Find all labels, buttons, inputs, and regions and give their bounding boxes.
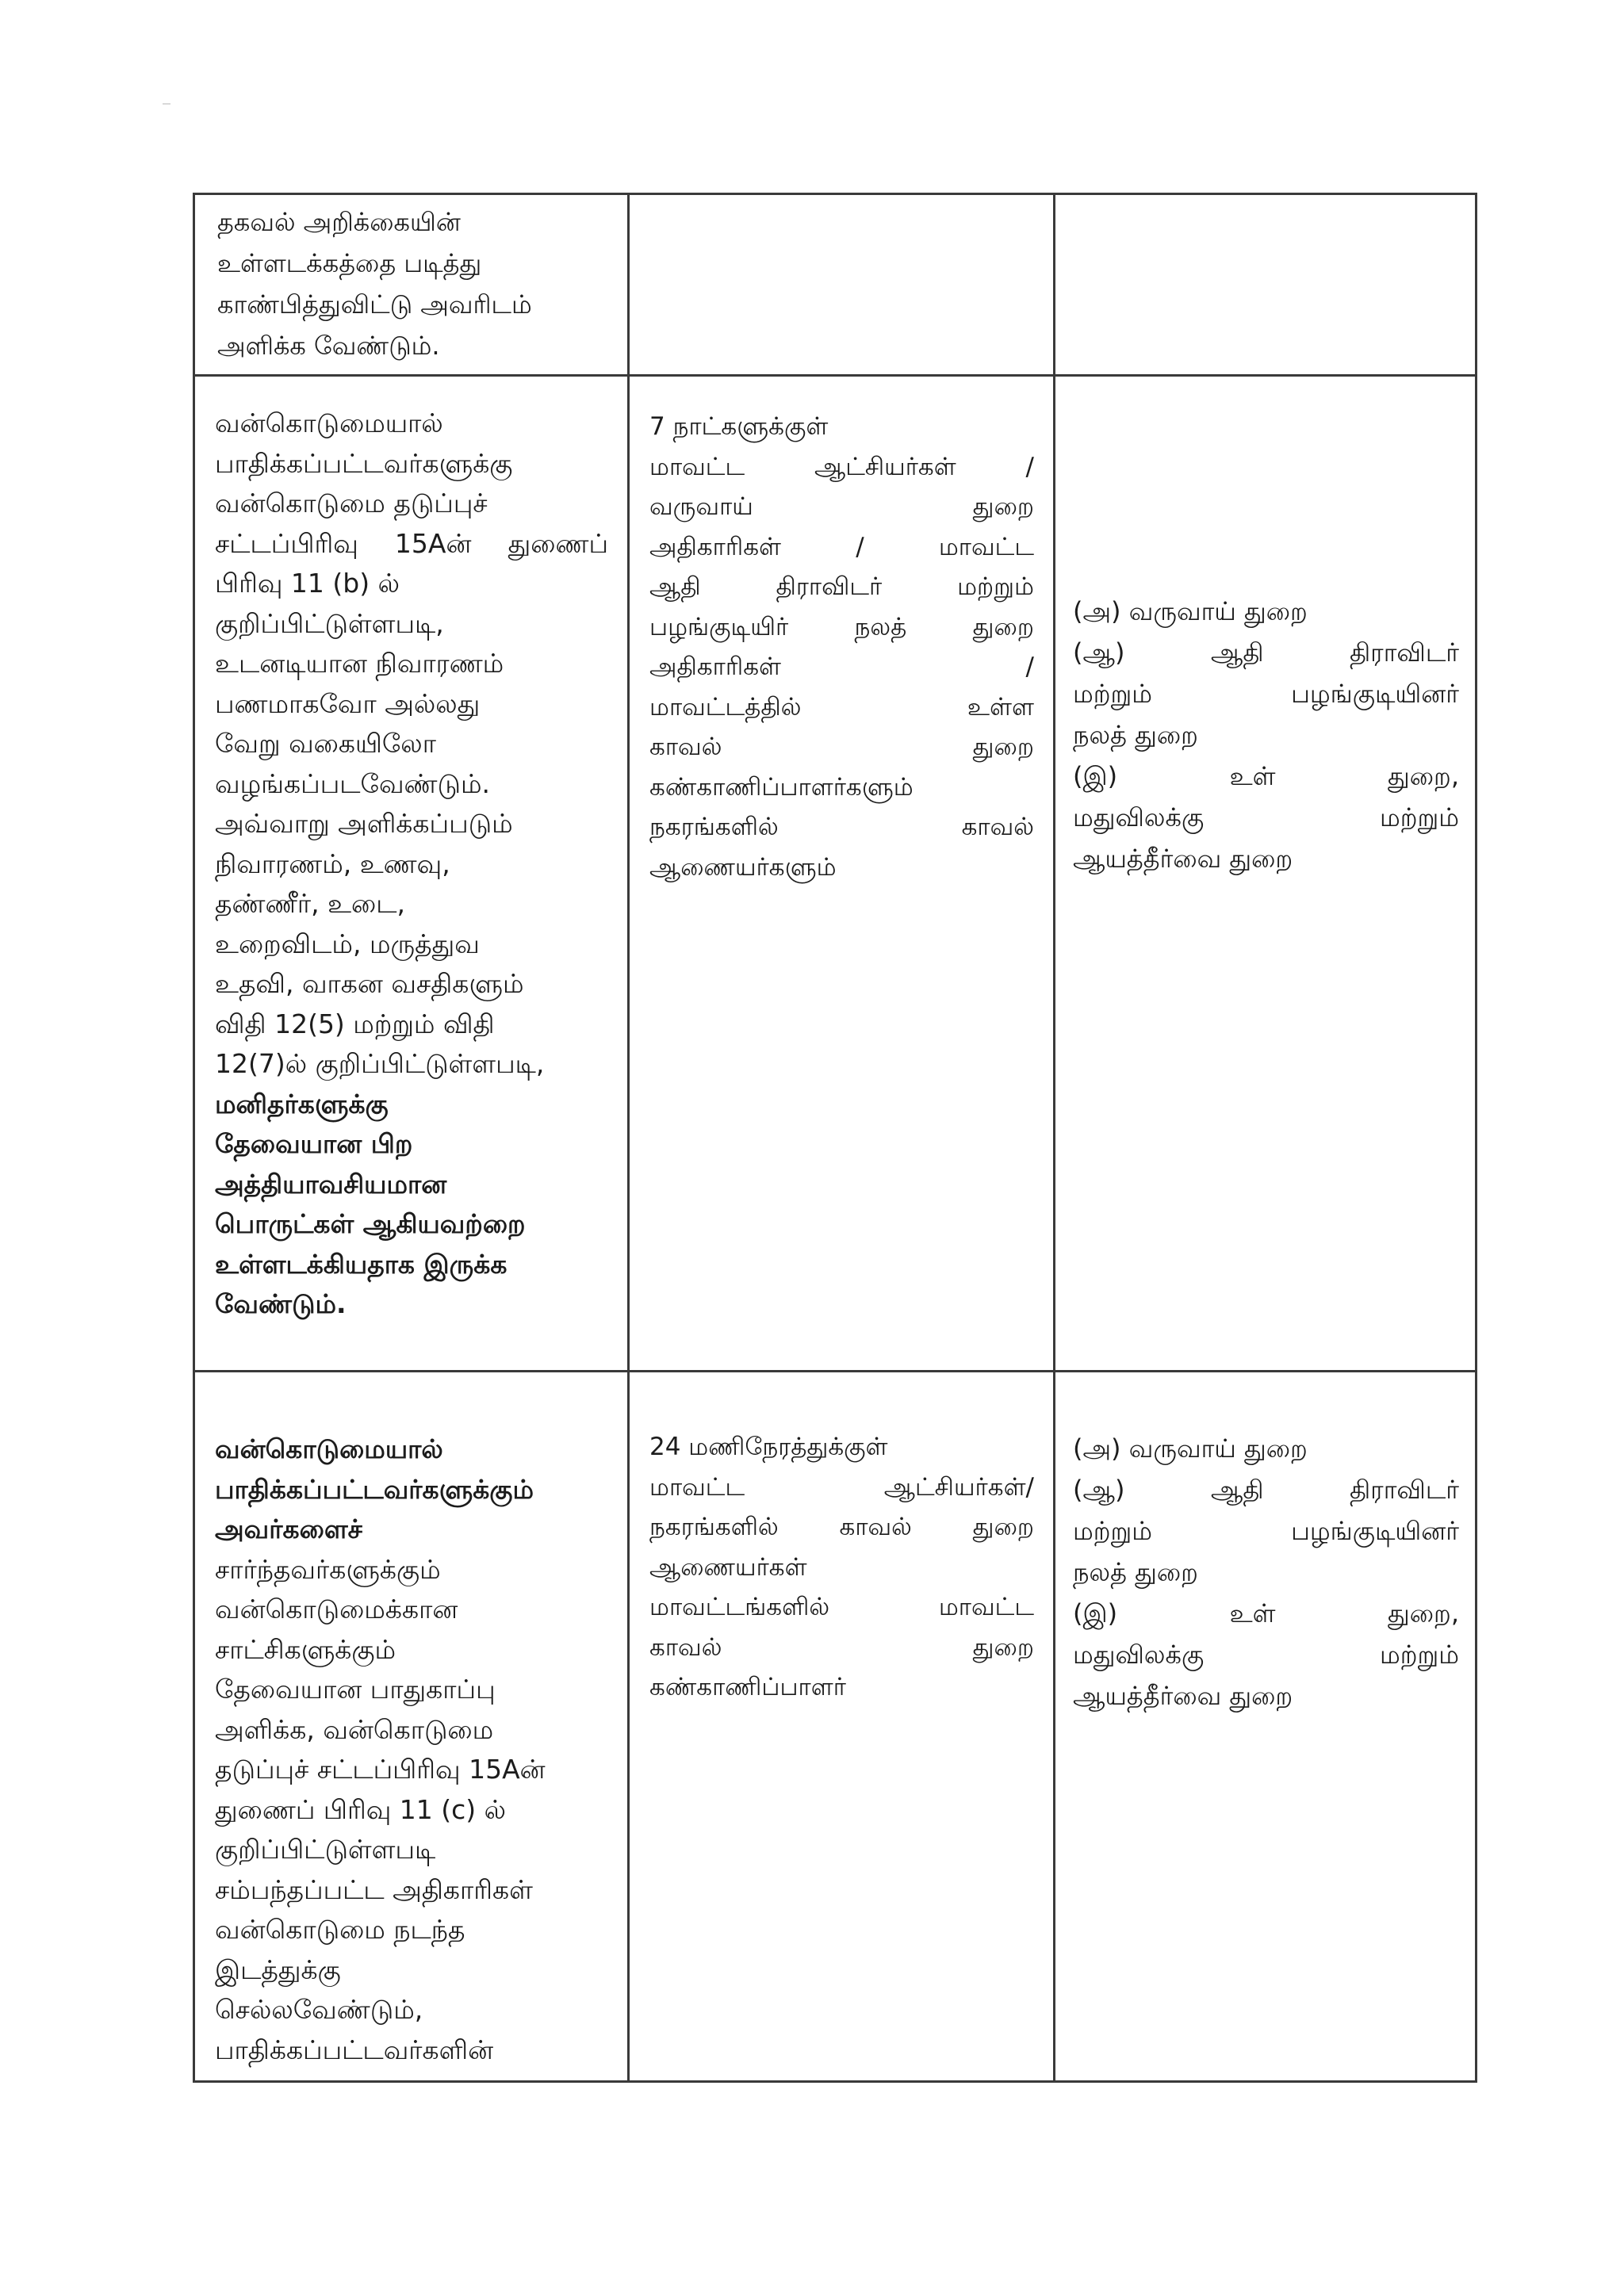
cell-line: (அ) வருவாய் துறை (1073, 596, 1308, 626)
cell-line: அதிகாரிகள் / (649, 652, 1034, 681)
cell-line: பிரிவு 11 (b) ல் (215, 568, 400, 599)
cell-line: சாட்சிகளுக்கும் (215, 1633, 396, 1665)
cell-line: அவ்வாறு அளிக்கப்படும் (215, 808, 513, 839)
cell-line: இடத்துக்கு (215, 1954, 341, 1985)
table-cell-obligation (194, 1372, 629, 2082)
obligations-table (193, 193, 1477, 2083)
cell-line: தேவையான பாதுகாப்பு (215, 1674, 496, 1705)
cell-line: கண்காணிப்பாளர்களும் (649, 772, 914, 802)
cell-line: ஆணையர்கள் (649, 1552, 807, 1582)
cell-line: வன்கொடுமை நடந்த (215, 1914, 465, 1945)
cell-line: மாவட்ட ஆட்சியர்கள் / (649, 452, 1034, 481)
cell-line: ஆணையர்களும் (649, 852, 837, 882)
cell-line: பணமாகவோ அல்லது (215, 687, 481, 719)
cell-line: உறைவிடம், மருத்துவ (215, 928, 480, 959)
cell-text (195, 195, 627, 366)
table-cell-obligation (194, 376, 629, 1372)
cell-text (630, 377, 1053, 887)
cell-line: தண்ணீர், உடை, (215, 888, 406, 919)
cell-line: உதவி, வாகன வசதிகளும் (215, 968, 524, 999)
cell-line: வேறு வகையிலோ (215, 728, 436, 759)
cell-line: வன்கொடுமையால் (215, 408, 443, 438)
cell-line: காவல் துறை (649, 733, 1034, 761)
cell-line: பொருட்கள் ஆகியவற்றை (215, 1208, 526, 1239)
table-row (194, 194, 1477, 376)
cell-line: மாவட்ட ஆட்சியர்கள்/ (649, 1472, 1034, 1502)
cell-line: பழங்குடியிர் நலத் துறை (649, 612, 1034, 641)
table-cell-timeline (629, 376, 1055, 1372)
cell-line: நிவாரணம், உணவு, (215, 848, 450, 879)
cell-line: கண்காணிப்பாளர் (649, 1673, 846, 1701)
table-cell-timeline (629, 194, 1055, 376)
cell-line: நலத் துறை (1073, 720, 1198, 750)
cell-line: மதுவிலக்கு மற்றும் (1073, 1640, 1459, 1670)
cell-line: காண்பித்துவிட்டு அவரிடம் (217, 289, 532, 320)
cell-text (195, 1372, 627, 2070)
cell-line: ஆதி திராவிடர் மற்றும் (649, 572, 1034, 601)
cell-line: செல்லவேண்டும், (215, 1994, 423, 2025)
cell-line: (இ) உள் துறை, (1073, 761, 1459, 791)
cell-line: குறிப்பிட்டுள்ளபடி, (215, 607, 444, 639)
cell-line: தேவையான பிற (215, 1128, 413, 1159)
table-cell-timeline (629, 1372, 1055, 2082)
cell-line: மாவட்டத்தில் உள்ள (649, 692, 1034, 721)
cell-line: நகரங்களில் காவல் துறை (649, 1513, 1034, 1541)
cell-line: நகரங்களில் காவல் (649, 813, 1034, 841)
cell-line: 24 மணிநேரத்துக்குள் (649, 1433, 888, 1461)
cell-line: மாவட்டங்களில் மாவட்ட (649, 1593, 1034, 1621)
cell-text (1055, 377, 1475, 879)
cell-line: (ஆ) ஆதி திராவிடர் (1073, 1475, 1459, 1505)
table-cell-obligation (194, 194, 629, 376)
cell-line: சம்பந்தப்பட்ட அதிகாரிகள் (215, 1873, 533, 1905)
cell-line: பாதிக்கப்பட்டவர்களுக்கும் (215, 1473, 534, 1505)
cell-line: அவர்களைச் (215, 1513, 362, 1544)
cell-line: பாதிக்கப்பட்டவர்களின் (215, 2034, 494, 2065)
cell-line: அளிக்க வேண்டும். (217, 331, 440, 361)
cell-line: தடுப்புச் சட்டப்பிரிவு 15Aன் (215, 1754, 546, 1785)
cell-line: வன்கொடுமையால் (215, 1433, 443, 1464)
cell-line: சட்டப்பிரிவு 15Aன் துணைப் (215, 527, 608, 559)
table-cell-department (1055, 194, 1477, 376)
table-row (194, 1372, 1477, 2082)
cell-line: அதிகாரிகள் / மாவட்ட (649, 532, 1034, 561)
cell-line: சார்ந்தவர்களுக்கும் (215, 1553, 441, 1585)
cell-line: வழங்கப்படவேண்டும். (215, 767, 491, 799)
cell-line: (ஆ) ஆதி திராவிடர் (1073, 637, 1459, 668)
scan-mark (163, 103, 170, 105)
cell-line: துணைப் பிரிவு 11 (c) ல் (215, 1793, 507, 1825)
cell-line: குறிப்பிட்டுள்ளபடி (215, 1834, 436, 1865)
cell-line: தகவல் அறிக்கையின் (217, 207, 461, 237)
cell-line: வன்கொடுமைக்கான (215, 1594, 458, 1624)
cell-line: நலத் துறை (1073, 1557, 1198, 1587)
cell-line: அளிக்க, வன்கொடுமை (215, 1713, 494, 1745)
cell-line: அத்தியாவசியமான (215, 1168, 447, 1200)
cell-line: மற்றும் பழங்குடியினர் (1073, 679, 1459, 709)
cell-line: 7 நாட்களுக்குள் (649, 412, 829, 441)
cell-line: விதி 12(5) மற்றும் விதி (215, 1008, 495, 1039)
cell-line: ஆயத்தீர்வை துறை (1073, 844, 1293, 874)
cell-text (630, 1372, 1053, 1710)
cell-line: காவல் துறை (649, 1632, 1034, 1662)
cell-line: பாதிக்கப்பட்டவர்களுக்கு (215, 447, 513, 479)
cell-line: (இ) உள் துறை, (1073, 1598, 1459, 1628)
cell-line: 12(7)ல் குறிப்பிட்டுள்ளபடி, (215, 1048, 545, 1079)
cell-line: வருவாய் துறை (649, 492, 1034, 521)
cell-line: ஆயத்தீர்வை துறை (1073, 1681, 1293, 1711)
table-row (194, 376, 1477, 1372)
cell-line: மதுவிலக்கு மற்றும் (1073, 802, 1459, 832)
cell-line: உள்ளடக்கத்தை படித்து (217, 248, 482, 278)
cell-line: மனிதர்களுக்கு (215, 1088, 389, 1119)
cell-line: உள்ளடக்கியதாக இருக்க (215, 1248, 508, 1280)
table-cell-department (1055, 1372, 1477, 2082)
cell-line: உடனடியான நிவாரணம் (215, 648, 504, 679)
cell-line: வன்கொடுமை தடுப்புச் (215, 488, 488, 519)
cell-line: வேண்டும். (215, 1288, 347, 1319)
cell-line: மற்றும் பழங்குடியினர் (1073, 1516, 1459, 1546)
cell-text (1055, 1372, 1475, 1716)
table-cell-department (1055, 376, 1477, 1372)
cell-text (195, 377, 627, 1325)
cell-line: (அ) வருவாய் துறை (1073, 1433, 1308, 1464)
